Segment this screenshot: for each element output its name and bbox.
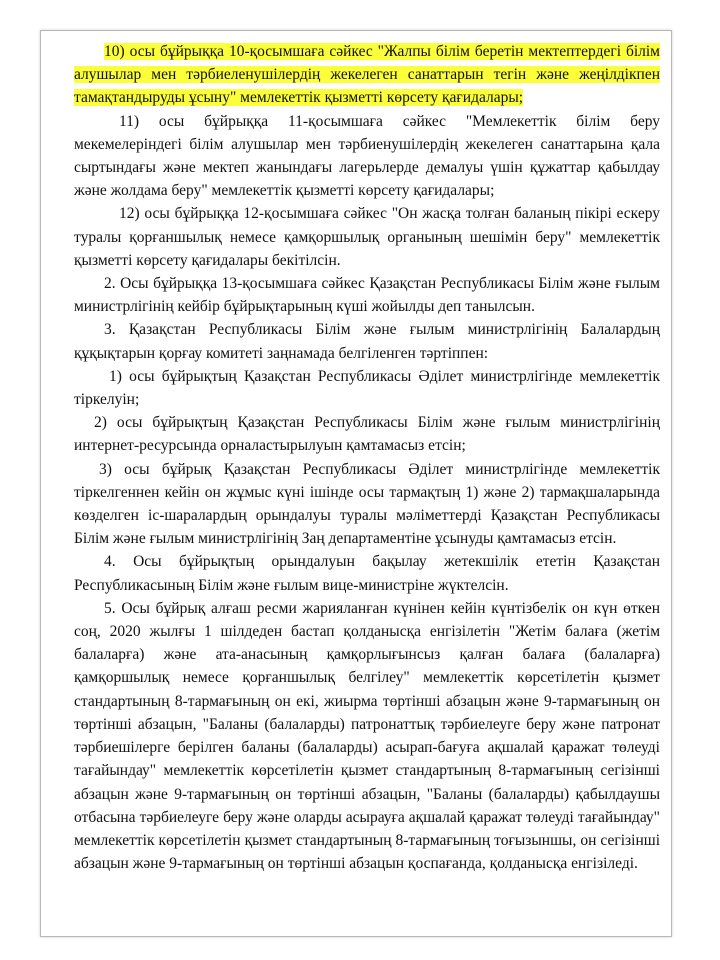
document-body <box>74 40 660 875</box>
paragraph-section-2: 2. Осы бұйрыққа 13-қосымшаға сәйкес Қазақстан Республикасы Білім және ғылым министрлігінің кейбір бұйрықтарының күші жойылды деп танылсын. <box>74 275 660 316</box>
paragraph-subitem-3: 3) осы бұйрық Қазақстан Республикасы Әділет министрлігінде мемлекеттік тіркелгеннен кейін он жұмыс күні ішінде осы тармақтың 1) және 2) тармақшаларында көзделген іс-шаралардың орындалуы туралы мәліметтерді Қазақстан Республикасы Білім және ғылым министрлігінің Заң департаментіне ұсынуды қамтамасыз етсін. <box>74 460 660 548</box>
paragraph-item-10 <box>74 40 660 110</box>
highlighted-text: 10) осы бұйрыққа 10-қосымшаға сәйкес "Жалпы білім беретін мектептердегі білім алушылар мен тәрбиеленушілердің жекелеген санаттарын тегін және жеңілдікпен тамақтандыруды ұсыну" мемлекеттік қызметті көрсету қағидалары; <box>74 43 660 107</box>
paragraph-subitem-1: 1) осы бұйрықтың Қазақстан Республикасы Әділет министрлігінде мемлекеттік тіркелуін; <box>74 367 660 409</box>
paragraph-section-3: 3. Қазақстан Республикасы Білім және ғылым министрлігінің Балалардың құқықтарын қорғау комитеті заңнамада белгіленген тәртіппен: <box>74 321 660 362</box>
paragraph-subitem-2: 2) осы бұйрықтың Қазақстан Республикасы Білім және ғылым министрлігінің интернет-ресурсында орналастырылуын қамтамасыз етсін; <box>74 414 660 455</box>
paragraph-section-4: 4. Осы бұйрықтың орындалуын бақылау жетекшілік ететін Қазақстан Республикасының Білім және ғылым вице-министріне жүктелсін. <box>74 553 660 594</box>
paragraph-item-12: 12) осы бұйрыққа 12-қосымшаға сәйкес "Он жасқа толған баланың пікірі ескеру туралы қорғаншылық немесе қамқоршылық органының шешімін беру" мемлекеттік қызметті көрсету қағидалары бекітілсін. <box>74 205 660 269</box>
document-page <box>40 30 672 937</box>
paragraph-section-5: 5. Осы бұйрық алғаш ресми жарияланған күнінен кейін күнтізбелік он күн өткен соң, 2020 жылғы 1 шілдеден бастап қолданысқа енгізілетін "Жетім балаға (жетім балаларға) және ата-анасының қамқорлығынсыз қалған балаға (балаларға) қамқоршылық немесе қорғаншылық белгілеу" мемлекеттік көрсетілетін қызмет стандартының 8-тармағының он екі, жиырма төртінші абзацын және 9-тармағының он төртінші абзацын, "Баланы (балаларды) патронаттық тәрбиелеуге беру және патронат тәрбиешілерге берілген баланы (балаларды) асырап-бағуға ақшалай қаражат төлеуді тағайындау" мемлекеттік көрсетілетін қызмет стандартының 8-тармағының сегізінші абзацын және 9-тармағының он төртінші абзацын, "Баланы (балаларды) қабылдаушы отбасына тәрбиелеуге беру және оларды асырауға ақшалай қаражат төлеуді тағайындау" мемлекеттік көрсетілетін қызмет стандартының 8-тармағының тоғызыншы, он сегізінші абзацын және 9-тармағының он төртінші абзацын қоспағанда, қолданысқа енгізіледі. <box>74 599 660 873</box>
paragraph-item-11: 11) осы бұйрыққа 11-қосымшаға сәйкес "Мемлекеттік білім беру мекемелеріндегі білім алушылар мен тәрбиенушілердің жекелеген санаттарына қала сыртындағы және мектеп жанындағы лагерьлерде демалуы үшін құжаттар қабылдау және жолдама беру" мемлекеттік қызметті көрсету қағидалары; <box>74 112 660 200</box>
